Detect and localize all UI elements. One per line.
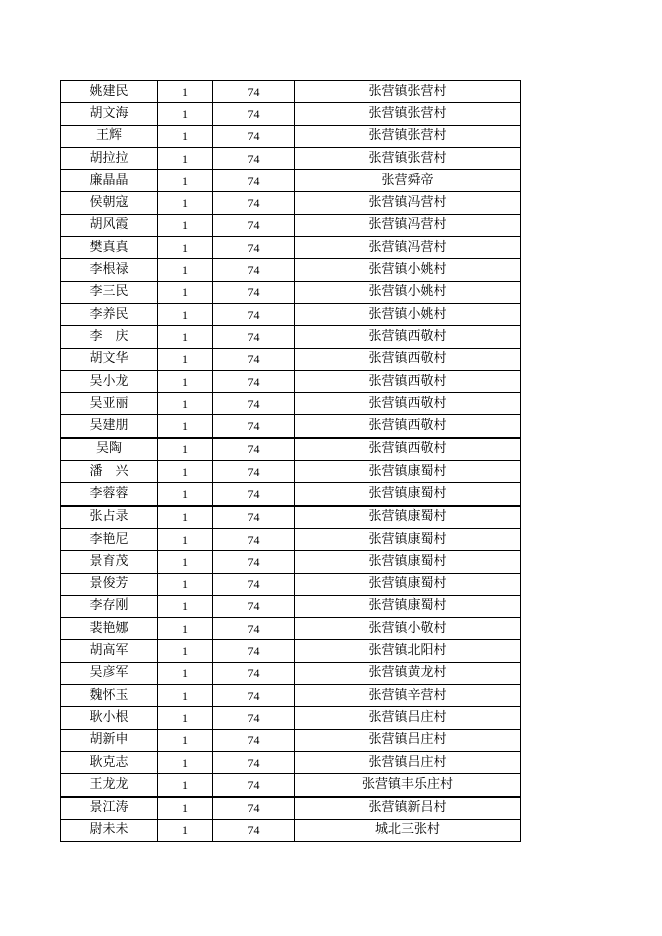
address-cell: 张营镇西敬村	[295, 348, 521, 370]
value-cell: 74	[213, 551, 295, 573]
count-cell: 1	[158, 595, 213, 617]
value-cell: 74	[213, 259, 295, 281]
name-cell: 李蓉蓉	[61, 483, 158, 506]
address-cell: 张营镇康蜀村	[295, 573, 521, 595]
table-row	[61, 640, 521, 662]
address-cell: 张营镇吕庄村	[295, 751, 521, 773]
count-cell: 1	[158, 573, 213, 595]
value-cell: 74	[213, 326, 295, 348]
value-cell: 74	[213, 640, 295, 662]
count-cell: 1	[158, 393, 213, 415]
address-cell: 张营镇新吕村	[295, 797, 521, 820]
address-cell: 张营镇康蜀村	[295, 528, 521, 550]
address-cell: 张营镇丰乐庄村	[295, 774, 521, 797]
name-cell: 胡文华	[61, 348, 158, 370]
address-cell: 张营镇黄龙村	[295, 662, 521, 684]
name-cell: 王辉	[61, 125, 158, 147]
address-cell: 张营镇康蜀村	[295, 483, 521, 506]
count-cell: 1	[158, 685, 213, 707]
count-cell: 1	[158, 147, 213, 169]
value-cell: 74	[213, 662, 295, 684]
count-cell: 1	[158, 370, 213, 392]
count-cell: 1	[158, 751, 213, 773]
count-cell: 1	[158, 461, 213, 483]
name-cell: 李 庆	[61, 326, 158, 348]
value-cell: 74	[213, 393, 295, 415]
table-row	[61, 415, 521, 438]
value-cell: 74	[213, 819, 295, 841]
name-cell: 姚建民	[61, 81, 158, 103]
address-cell: 张营镇康蜀村	[295, 461, 521, 483]
count-cell: 1	[158, 506, 213, 529]
table-row	[61, 573, 521, 595]
name-cell: 胡拉拉	[61, 147, 158, 169]
address-cell: 张营镇冯营村	[295, 214, 521, 236]
table-row	[61, 170, 521, 192]
table-row	[61, 662, 521, 684]
name-cell: 廉晶晶	[61, 170, 158, 192]
value-cell: 74	[213, 483, 295, 506]
table-row	[61, 192, 521, 214]
address-cell: 张营镇辛营村	[295, 685, 521, 707]
table-row	[61, 618, 521, 640]
name-cell: 吴小龙	[61, 370, 158, 392]
count-cell: 1	[158, 707, 213, 729]
value-cell: 74	[213, 125, 295, 147]
table-row	[61, 483, 521, 506]
value-cell: 74	[213, 103, 295, 125]
count-cell: 1	[158, 729, 213, 751]
value-cell: 74	[213, 438, 295, 461]
count-cell: 1	[158, 214, 213, 236]
value-cell: 74	[213, 707, 295, 729]
count-cell: 1	[158, 618, 213, 640]
name-cell: 潘 兴	[61, 461, 158, 483]
address-cell: 张营镇小姚村	[295, 259, 521, 281]
name-cell: 胡新申	[61, 729, 158, 751]
value-cell: 74	[213, 528, 295, 550]
value-cell: 74	[213, 81, 295, 103]
name-cell: 王龙龙	[61, 774, 158, 797]
table-row	[61, 774, 521, 797]
count-cell: 1	[158, 774, 213, 797]
table-row	[61, 461, 521, 483]
value-cell: 74	[213, 214, 295, 236]
name-cell: 裴艳娜	[61, 618, 158, 640]
name-cell: 吴亚丽	[61, 393, 158, 415]
count-cell: 1	[158, 348, 213, 370]
value-cell: 74	[213, 281, 295, 303]
name-cell: 吴彦军	[61, 662, 158, 684]
table-row	[61, 707, 521, 729]
address-cell: 张营镇西敬村	[295, 438, 521, 461]
value-cell: 74	[213, 797, 295, 820]
table-row	[61, 281, 521, 303]
table-row	[61, 81, 521, 103]
count-cell: 1	[158, 415, 213, 438]
value-cell: 74	[213, 685, 295, 707]
table-body	[61, 81, 521, 842]
value-cell: 74	[213, 506, 295, 529]
name-cell: 李养民	[61, 303, 158, 325]
data-table	[60, 80, 521, 842]
table-row	[61, 370, 521, 392]
address-cell: 张营镇小敬村	[295, 618, 521, 640]
address-cell: 张营镇康蜀村	[295, 595, 521, 617]
name-cell: 侯朝寇	[61, 192, 158, 214]
value-cell: 74	[213, 415, 295, 438]
address-cell: 张营镇冯营村	[295, 192, 521, 214]
table-row	[61, 237, 521, 259]
count-cell: 1	[158, 819, 213, 841]
address-cell: 张营镇吕庄村	[295, 729, 521, 751]
value-cell: 74	[213, 170, 295, 192]
table-row	[61, 506, 521, 529]
table-row	[61, 125, 521, 147]
name-cell: 吴陶	[61, 438, 158, 461]
value-cell: 74	[213, 774, 295, 797]
table-row	[61, 303, 521, 325]
table-row	[61, 103, 521, 125]
name-cell: 耿小根	[61, 707, 158, 729]
count-cell: 1	[158, 303, 213, 325]
name-cell: 樊真真	[61, 237, 158, 259]
count-cell: 1	[158, 237, 213, 259]
name-cell: 耿克志	[61, 751, 158, 773]
address-cell: 张营镇西敬村	[295, 326, 521, 348]
name-cell: 李三民	[61, 281, 158, 303]
count-cell: 1	[158, 103, 213, 125]
name-cell: 魏怀玉	[61, 685, 158, 707]
value-cell: 74	[213, 618, 295, 640]
address-cell: 张营镇吕庄村	[295, 707, 521, 729]
count-cell: 1	[158, 640, 213, 662]
value-cell: 74	[213, 237, 295, 259]
address-cell: 张营镇张营村	[295, 103, 521, 125]
table-row	[61, 528, 521, 550]
count-cell: 1	[158, 326, 213, 348]
count-cell: 1	[158, 81, 213, 103]
table-row	[61, 326, 521, 348]
address-cell: 张营镇康蜀村	[295, 551, 521, 573]
count-cell: 1	[158, 662, 213, 684]
value-cell: 74	[213, 751, 295, 773]
count-cell: 1	[158, 483, 213, 506]
value-cell: 74	[213, 461, 295, 483]
address-cell: 城北三张村	[295, 819, 521, 841]
table-row	[61, 393, 521, 415]
table-row	[61, 551, 521, 573]
value-cell: 74	[213, 192, 295, 214]
count-cell: 1	[158, 125, 213, 147]
count-cell: 1	[158, 281, 213, 303]
table-row	[61, 259, 521, 281]
address-cell: 张营镇冯营村	[295, 237, 521, 259]
count-cell: 1	[158, 170, 213, 192]
name-cell: 胡风霞	[61, 214, 158, 236]
value-cell: 74	[213, 729, 295, 751]
value-cell: 74	[213, 573, 295, 595]
name-cell: 胡文海	[61, 103, 158, 125]
name-cell: 景俊芳	[61, 573, 158, 595]
table-row	[61, 797, 521, 820]
address-cell: 张营镇西敬村	[295, 415, 521, 438]
count-cell: 1	[158, 259, 213, 281]
value-cell: 74	[213, 147, 295, 169]
count-cell: 1	[158, 797, 213, 820]
value-cell: 74	[213, 303, 295, 325]
table-row	[61, 348, 521, 370]
name-cell: 尉未未	[61, 819, 158, 841]
address-cell: 张营镇张营村	[295, 125, 521, 147]
address-cell: 张营镇小姚村	[295, 303, 521, 325]
table-row	[61, 438, 521, 461]
address-cell: 张营镇北阳村	[295, 640, 521, 662]
table-row	[61, 214, 521, 236]
count-cell: 1	[158, 528, 213, 550]
table-row	[61, 751, 521, 773]
name-cell: 吴建朋	[61, 415, 158, 438]
table-row	[61, 819, 521, 841]
name-cell: 李艳尼	[61, 528, 158, 550]
name-cell: 张占录	[61, 506, 158, 529]
table-row	[61, 685, 521, 707]
name-cell: 景育茂	[61, 551, 158, 573]
count-cell: 1	[158, 551, 213, 573]
address-cell: 张营镇小姚村	[295, 281, 521, 303]
table-row	[61, 595, 521, 617]
name-cell: 李存刚	[61, 595, 158, 617]
count-cell: 1	[158, 192, 213, 214]
count-cell: 1	[158, 438, 213, 461]
address-cell: 张营舜帝	[295, 170, 521, 192]
name-cell: 胡高军	[61, 640, 158, 662]
name-cell: 李根禄	[61, 259, 158, 281]
value-cell: 74	[213, 370, 295, 392]
table-row	[61, 147, 521, 169]
address-cell: 张营镇康蜀村	[295, 506, 521, 529]
value-cell: 74	[213, 348, 295, 370]
address-cell: 张营镇张营村	[295, 81, 521, 103]
table-row	[61, 729, 521, 751]
address-cell: 张营镇张营村	[295, 147, 521, 169]
address-cell: 张营镇西敬村	[295, 393, 521, 415]
name-cell: 景江涛	[61, 797, 158, 820]
address-cell: 张营镇西敬村	[295, 370, 521, 392]
value-cell: 74	[213, 595, 295, 617]
